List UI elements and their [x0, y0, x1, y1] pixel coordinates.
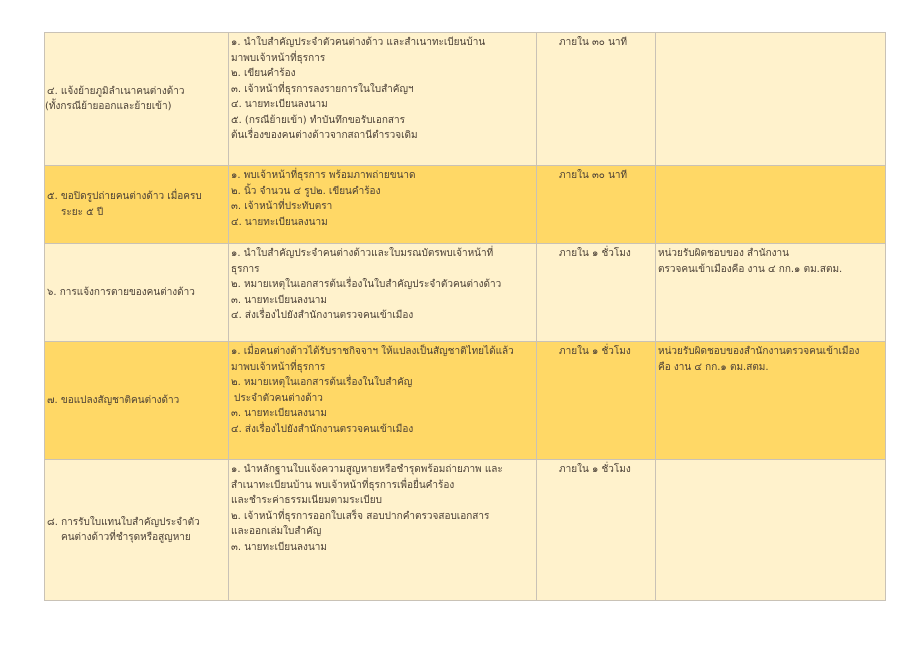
- procedure-table: [44, 32, 886, 601]
- time-text: ภายใน ๑ ชั่วโมง: [559, 464, 631, 475]
- time-cell: [537, 244, 656, 342]
- step-line: ธุรการ: [231, 263, 260, 275]
- note-cell: [656, 244, 886, 342]
- step-line: สำเนาทะเบียนบ้าน พบเจ้าหน้าที่ธุรการเพื่อยื่นคำร้อง: [231, 479, 455, 491]
- table-row: [45, 166, 886, 244]
- step-line: มาพบเจ้าหน้าที่ธุรการ: [231, 361, 326, 373]
- step-line: ๒. หมายเหตุในเอกสารต้นเรื่องในใบสำคัญ: [231, 377, 413, 388]
- step-line: ๔. นายทะเบียนลงนาม: [231, 216, 328, 228]
- note-line: หน่วยรับผิดชอบของสำนักงานตรวจคนเข้าเมือง: [658, 346, 860, 357]
- steps-cell: [229, 244, 537, 342]
- step-line: ๑. นำหลักฐานใบแจ้งความสูญหายหรือชำรุดพร้อมถ่ายภาพ และ: [231, 464, 503, 475]
- topic-line: ๕. ขอปิดรูปถ่ายคนต่างด้าว เมื่อครบ: [47, 191, 202, 202]
- topic-cell: [45, 342, 229, 460]
- step-line: ๔. ส่งเรื่องไปยังสำนักงานตรวจคนเข้าเมือง: [231, 423, 414, 435]
- time-text: ภายใน ๑ ชั่วโมง: [559, 346, 631, 357]
- note-cell: [656, 166, 886, 244]
- step-line: ๓. นายทะเบียนลงนาม: [231, 541, 327, 553]
- topic-line: ๖. การแจ้งการตายของคนต่างด้าว: [47, 286, 195, 298]
- steps-cell: [229, 460, 537, 601]
- steps-cell: [229, 33, 537, 166]
- table-row: [45, 460, 886, 601]
- step-line: ๓. นายทะเบียนลงนาม: [231, 294, 327, 306]
- time-text: ภายใน ๑ ชั่วโมง: [559, 248, 631, 259]
- step-line: ๒. เขียนคำร้อง: [231, 68, 296, 79]
- step-line: ๑. นำใบสำคัญประจำคนต่างด้าวและใบมรณบัตรพบเจ้าหน้าที่: [231, 248, 494, 259]
- step-line: ๔. ส่งเรื่องไปยังสำนักงานตรวจคนเข้าเมือง: [231, 310, 414, 321]
- topic-cell: [45, 33, 229, 166]
- step-line: ๒. เจ้าหน้าที่ธุรการออกใบเสร็จ สอบปากคำตรวจสอบเอกสาร: [231, 510, 490, 522]
- step-line: มาพบเจ้าหน้าที่ธุรการ: [231, 52, 326, 64]
- steps-cell: [229, 342, 537, 460]
- topic-cell: [45, 166, 229, 244]
- time-text: ภายใน ๓๐ นาที: [559, 37, 628, 48]
- topic-cell: [45, 244, 229, 342]
- note-line: คือ งาน ๔ กก.๑ ตม.สตม.: [658, 361, 769, 373]
- note-cell: [656, 460, 886, 601]
- step-line: ๓. เจ้าหน้าที่ธุรการลงรายการในใบสำคัญฯ: [231, 83, 414, 95]
- step-line: ๒. นิ้ว จำนวน ๔ รูป๒. เขียนคำร้อง: [231, 185, 381, 197]
- table-row: [45, 342, 886, 460]
- step-line: ๑. พบเจ้าหน้าที่ธุรการ พร้อมภาพถ่ายขนาด: [231, 170, 416, 181]
- time-cell: [537, 342, 656, 460]
- topic-line: (ทั้งกรณีย้ายออกและย้ายเข้า): [45, 101, 172, 112]
- steps-cell: [229, 166, 537, 244]
- topic-line: ๔. แจ้งย้ายภูมิลำเนาคนต่างด้าว: [47, 85, 185, 97]
- step-line: ๓. นายทะเบียนลงนาม: [231, 408, 327, 419]
- step-line: ๑. เมื่อคนต่างด้าวได้รับราชกิจจาฯ ให้แปลงเป็นสัญชาติไทยได้แล้ว: [231, 346, 514, 357]
- time-text: ภายใน ๓๐ นาที: [559, 170, 628, 181]
- time-cell: [537, 166, 656, 244]
- step-line: ๕. (กรณีย้ายเข้า) ทำบันทึกขอรับเอกสาร: [231, 114, 405, 126]
- topic-line: คนต่างด้าวที่ชำรุดหรือสูญหาย: [61, 532, 191, 543]
- note-cell: [656, 33, 886, 166]
- step-line: และชำระค่าธรรมเนียมตามระเบียบ: [231, 495, 382, 506]
- step-line: ๒. หมายเหตุในเอกสารต้นเรื่องในใบสำคัญประจำตัวคนต่างด้าว: [231, 279, 502, 290]
- step-line: ๔. นายทะเบียนลงนาม: [231, 99, 328, 110]
- step-line: และออกเล่มใบสำคัญ: [231, 526, 322, 537]
- note-line: หน่วยรับผิดชอบของ สำนักงาน: [658, 248, 789, 259]
- topic-line: ๗. ขอแปลงสัญชาติคนต่างด้าว: [47, 394, 180, 406]
- step-line: ๓. เจ้าหน้าที่ประทับตรา: [231, 201, 333, 212]
- step-line: ๑. นำใบสำคัญประจำตัวคนต่างด้าว และสำเนาทะเบียนบ้าน: [231, 37, 486, 48]
- table-row: [45, 33, 886, 166]
- topic-line: ระยะ ๕ ปี: [61, 206, 104, 218]
- time-cell: [537, 33, 656, 166]
- step-line: ต้นเรื่องของคนต่างด้าวจากสถานีตำรวจเดิม: [231, 130, 418, 141]
- step-line: ประจำตัวคนต่างด้าว: [234, 392, 323, 404]
- note-line: ตรวจคนเข้าเมืองคือ งาน ๔ กก.๑ ตม.สตม.: [658, 263, 843, 275]
- topic-cell: [45, 460, 229, 601]
- table-row: [45, 244, 886, 342]
- time-cell: [537, 460, 656, 601]
- note-cell: [656, 342, 886, 460]
- topic-line: ๘. การรับใบแทนใบสำคัญประจำตัว: [47, 516, 200, 528]
